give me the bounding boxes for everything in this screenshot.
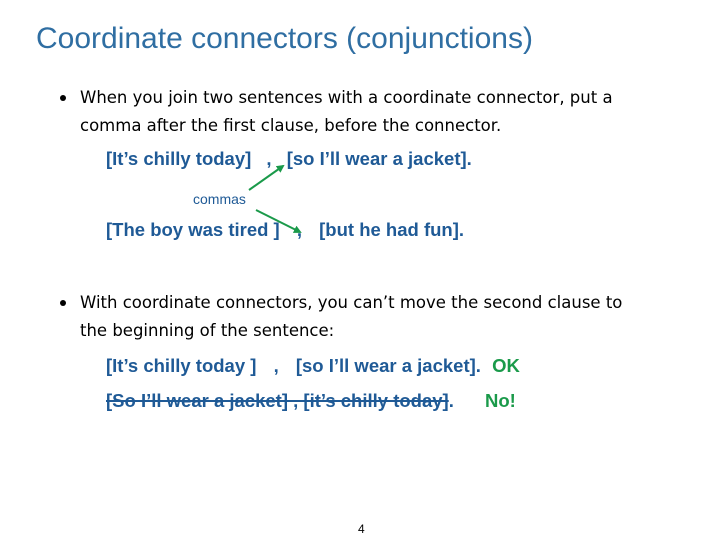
arrow-up [249, 166, 283, 190]
example-3-clause-a: [It’s chilly today ] [106, 355, 257, 376]
example-4 [106, 390, 516, 412]
bullet-2-line-2: the beginning of the sentence: [80, 321, 335, 340]
example-1-comma: , [266, 148, 272, 169]
no-verdict: No! [484, 390, 516, 411]
ok-verdict: OK [492, 355, 520, 376]
example-3-comma: , [273, 355, 279, 376]
example-3 [106, 355, 520, 377]
commas-annotation: commas [193, 191, 246, 207]
example-3-clause-b: [so I’ll wear a jacket]. [295, 355, 481, 376]
example-2-comma: , [296, 219, 302, 240]
page-number: 4 [358, 522, 365, 536]
slide-title: Coordinate connectors (conjunctions) [36, 22, 533, 55]
bullet-2-line-1: With coordinate connectors, you can’t move the second clause to [80, 293, 623, 312]
bullet-1-line-2: comma after the first clause, before the connector. [80, 116, 502, 135]
example-1-clause-a: [It’s chilly today] [106, 148, 252, 169]
bullet-dot [60, 300, 66, 306]
example-4-period: . [448, 390, 454, 411]
arrow-down [256, 210, 300, 232]
example-2-clause-b: [but he had fun]. [319, 219, 465, 240]
example-2-clause-a: [The boy was tired ] [106, 219, 280, 240]
struck-sentence: [So I’ll wear a jacket] , [it’s chilly today] [106, 390, 449, 411]
bullet-1-line-1: When you join two sentences with a coordinate connector, put a [80, 88, 613, 107]
example-1-clause-b: [so I’ll wear a jacket]. [286, 148, 472, 169]
